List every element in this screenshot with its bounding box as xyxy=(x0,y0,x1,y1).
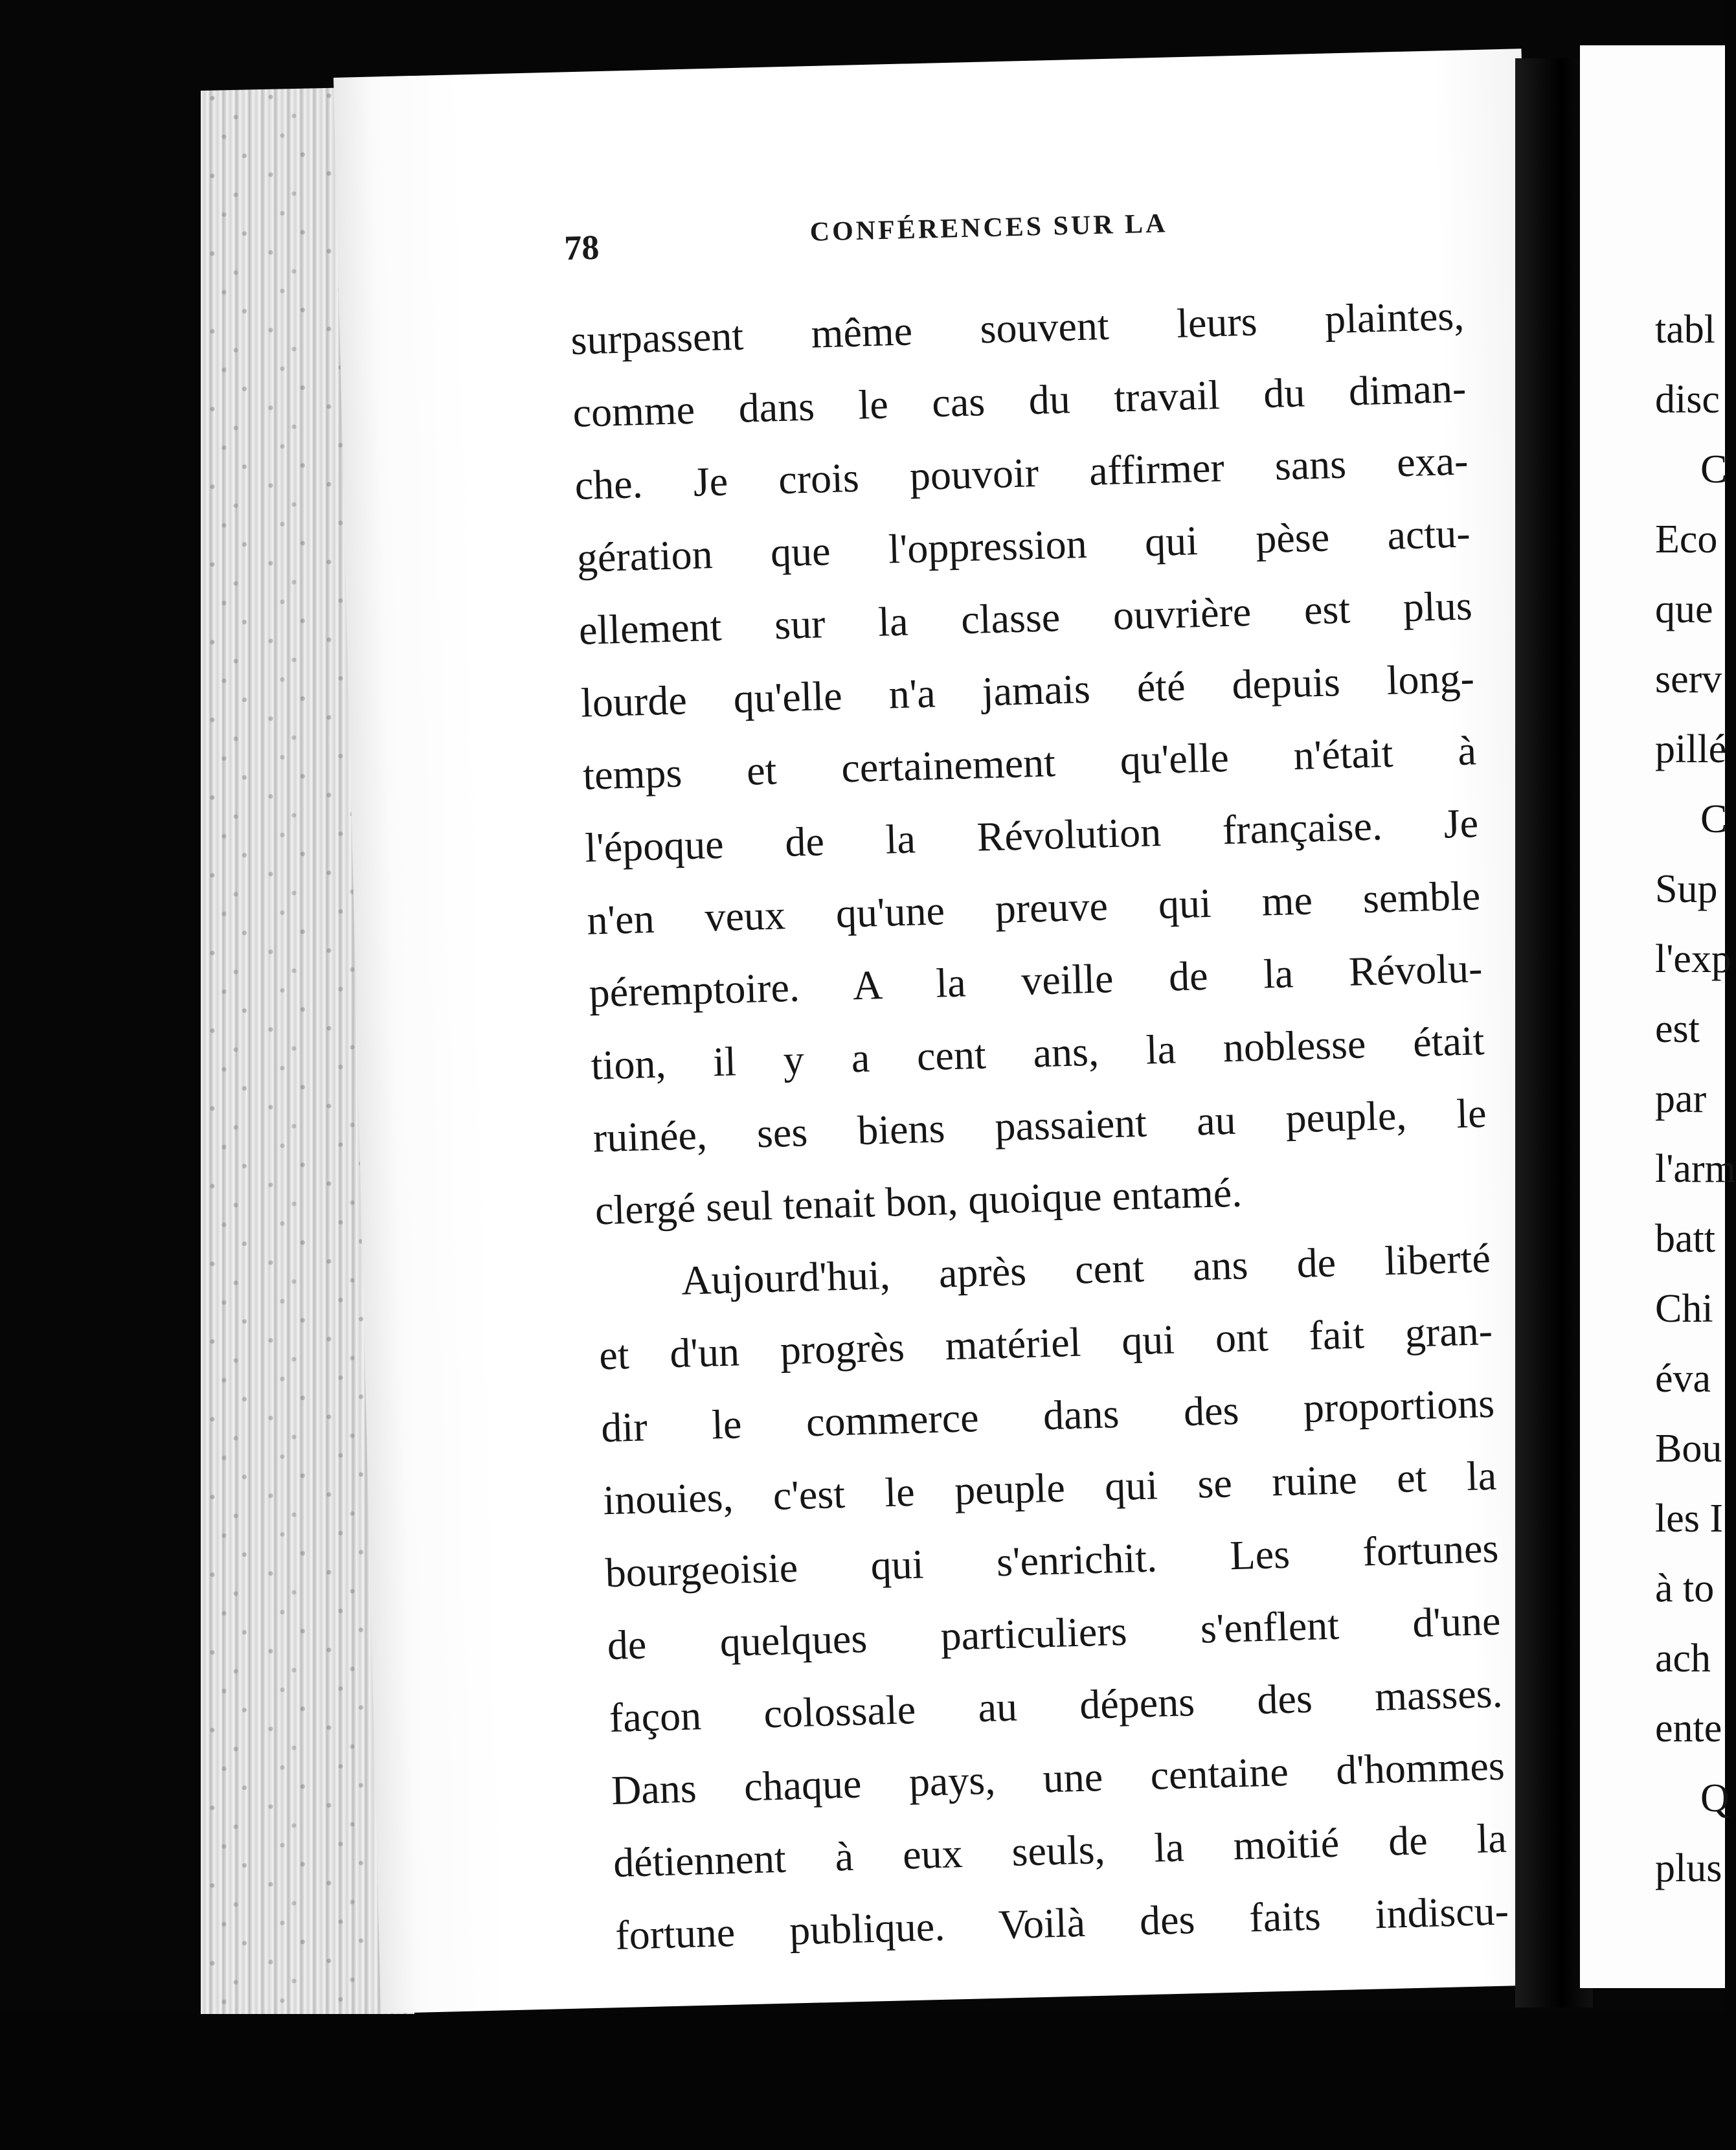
facing-page-text xyxy=(1655,295,1736,1903)
paragraph-start-line: Aujourd'hui, après cent ans de liberté xyxy=(681,1234,1491,1304)
text-line: fortune publique. Voilà des faits indiscu- xyxy=(614,1887,1509,1959)
facing-line: Q xyxy=(1700,1776,1730,1820)
facing-line: C xyxy=(1700,447,1728,492)
text-line: et d'un progrès matériel qui ont fait gran- xyxy=(598,1307,1493,1379)
facing-line: que xyxy=(1655,587,1713,631)
text-line: tion, il y a cent ans, la noblesse était xyxy=(590,1017,1485,1089)
text-line: inouies, c'est le peuple qui se ruine et la xyxy=(602,1452,1498,1524)
facing-line: l'arm xyxy=(1655,1147,1736,1191)
facing-line: plus xyxy=(1655,1846,1722,1890)
facing-line: Bou xyxy=(1655,1427,1722,1471)
text-line: lourde qu'elle n'a jamais été depuis long- xyxy=(580,655,1475,726)
scan-background xyxy=(0,2014,1725,2150)
running-head: CONFÉRENCES SUR LA xyxy=(809,209,1168,247)
text-line: de quelques particuliers s'enflent d'une xyxy=(606,1597,1502,1669)
text-line: façon colossale au dépens des masses. xyxy=(608,1669,1504,1741)
text-line: comme dans le cas du travail du diman- xyxy=(572,365,1467,436)
facing-line: disc xyxy=(1655,378,1720,422)
facing-line: Eco xyxy=(1655,517,1718,561)
facing-line: pillé xyxy=(1655,727,1727,771)
text-line: surpassent même souvent leurs plaintes, xyxy=(570,292,1465,363)
facing-line: éva xyxy=(1655,1357,1711,1401)
facing-line: tabl xyxy=(1655,308,1715,352)
text-line: ellement sur la classe ouvrière est plus xyxy=(578,582,1473,653)
text-line: bourgeoisie qui s'enrichit. Les fortunes xyxy=(604,1524,1500,1596)
text-line: l'époque de la Révolution française. Je xyxy=(584,800,1479,871)
text-line: ruinée, ses biens passaient au peuple, le xyxy=(592,1089,1487,1161)
text-line: temps et certainement qu'elle n'était à xyxy=(582,727,1477,798)
facing-line: est xyxy=(1655,1007,1700,1051)
body-text xyxy=(570,279,1509,1972)
facing-line: par xyxy=(1655,1077,1707,1121)
text-line: péremptoire. A la veille de la Révolu- xyxy=(588,945,1483,1016)
facing-line: Chi xyxy=(1655,1287,1713,1331)
facing-line: Sup xyxy=(1655,867,1718,911)
facing-line: à to xyxy=(1655,1567,1715,1611)
facing-line: l'exp xyxy=(1655,937,1731,981)
facing-line: batt xyxy=(1655,1217,1715,1261)
page-number: 78 xyxy=(563,227,600,267)
text-line: che. Je crois pouvoir affirmer sans exa- xyxy=(574,437,1469,508)
facing-line: serv xyxy=(1655,657,1722,701)
text-line: détiennent à eux seuls, la moitié de la xyxy=(613,1815,1507,1886)
facing-line: les I xyxy=(1655,1497,1724,1541)
facing-line: ente xyxy=(1655,1706,1722,1750)
facing-line: C xyxy=(1700,797,1728,841)
facing-line: ach xyxy=(1655,1636,1711,1680)
text-line: Dans chaque pays, une centaine d'hommes xyxy=(611,1742,1505,1814)
text-line: gération que l'oppression qui pèse actu- xyxy=(576,510,1471,581)
text-line: dir le commerce dans des proportions xyxy=(600,1379,1495,1451)
text-line: n'en veux qu'une preuve qui me semble xyxy=(586,872,1482,944)
text-line: clergé seul tenait bon, quoique entamé. xyxy=(594,1169,1243,1234)
